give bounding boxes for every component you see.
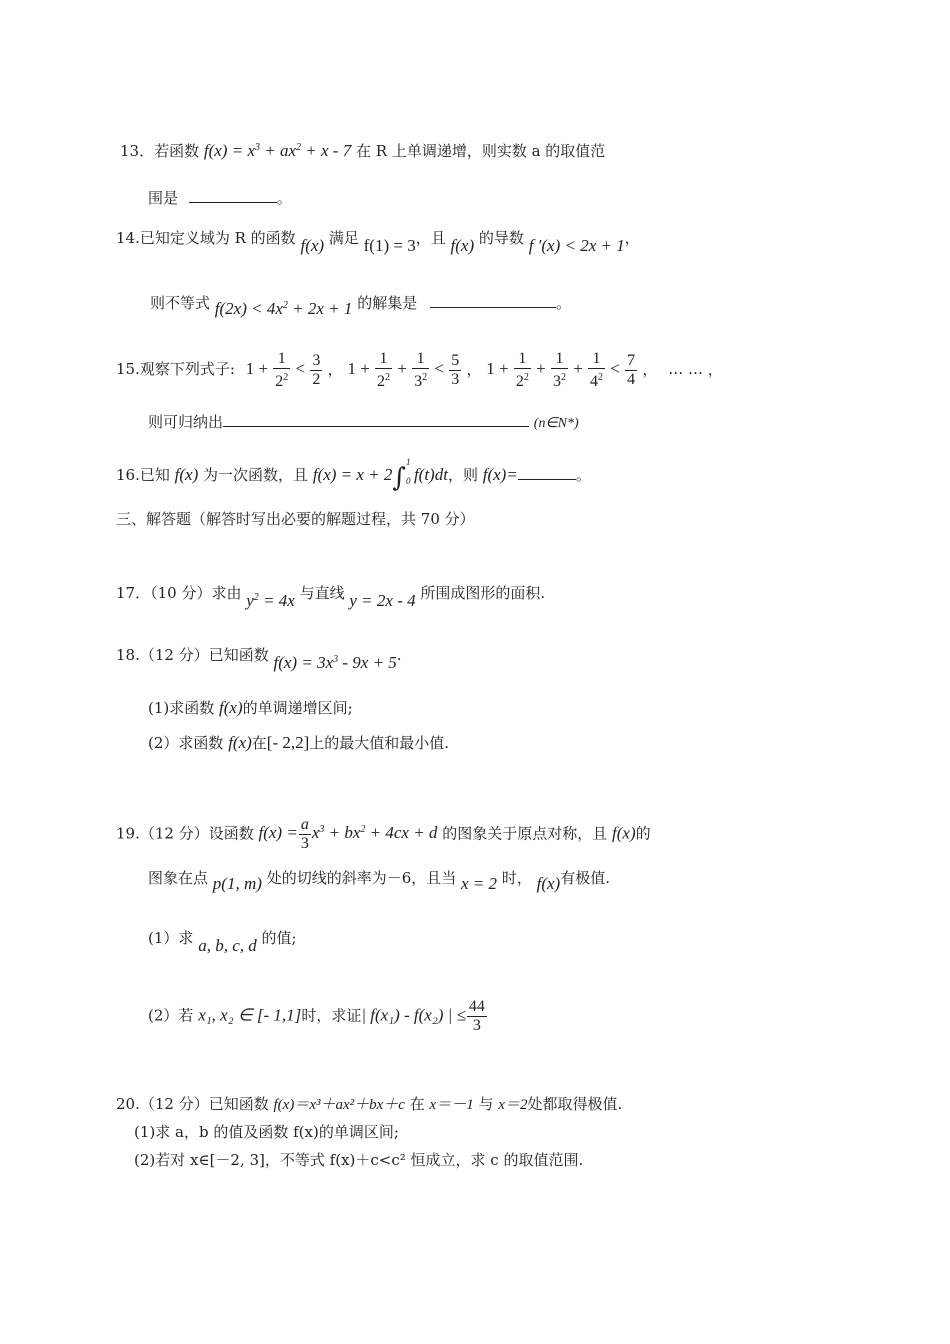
question-20: 20.（12 分）已知函数 f(x)＝x³＋ax²＋bx＋c 在 x＝－1 与 x＝2处都取得极值.: [116, 1095, 623, 1113]
q16-answer-blank[interactable]: [518, 465, 576, 480]
q20-part-2: (2)若对 x∈[－2, 3]，不等式 f(x)＋c<c² 恒成立，求 c 的取值范围.: [134, 1151, 584, 1169]
q16-fx2: f(x)=: [482, 465, 518, 484]
question-14: 14.已知定义域为 R 的函数 f(x) 满足 f(1) = 3，且 f(x) 的导数 f ′(x) < 2x + 1，: [116, 229, 640, 255]
q15-dots: … …: [668, 360, 703, 379]
q14-number: 14.已知定义域为 R 的函数: [116, 229, 296, 247]
q19-function: f(x) = $\frac{a}{3}$ $x^3 + bx^2 + 4cx + d$: [258, 816, 438, 852]
q16-number: 16.已知: [116, 466, 170, 484]
q18-part-2: (2）求函数 f(x)在[- 2,2]上的最大值和最小值.: [148, 733, 450, 752]
q13-text: 在 R 上单调递增，则实数 a 的取值范: [355, 142, 606, 160]
integral-sign-icon: ∫: [392, 463, 406, 493]
q19-part-2: (2）若 x₁, x₂ ∈ [- 1,1]时，求证| f(x₁) - f(x₂) | ≤ $\frac{44}{3}$: [148, 998, 485, 1034]
q15-expr-1: 1 + $\frac{1}{2^2}$ < $\frac{3}{2}$: [245, 350, 321, 390]
q20-part-1: (1)求 a，b 的值及函数 f(x)的单调区间;: [134, 1123, 399, 1141]
question-19: 19.（12 分）设函数 f(x) = $\frac{a}{3}$ $x^3 + bx^2 + 4cx + d$ 的图象关于原点对称，且 f(x)的: [116, 816, 651, 852]
q15-number: 15.观察下列式子:: [116, 360, 235, 379]
q14-f1: f(1) = 3: [363, 236, 416, 255]
q13-answer-blank[interactable]: [189, 188, 277, 203]
q15-expr-2: 1 + $\frac{1}{2^2}$ + $\frac{1}{3^2}$ < $\frac{5}{3}$: [347, 350, 460, 390]
q15-answer-blank[interactable]: [223, 412, 529, 427]
q14-fx2: f(x): [450, 236, 475, 255]
q14-fx: f(x): [300, 236, 325, 255]
q19-vars: a, b, c, d: [198, 936, 257, 955]
section-3-heading: 三、解答题（解答时写出必要的解题过程，共 70 分）: [116, 510, 475, 528]
q18-function: $f(x) = 3x^3 - 9x + 5$: [273, 653, 397, 672]
q19-inequality: | f(x₁) - f(x₂) | ≤: [361, 1005, 466, 1025]
q14-line2: 则不等式 $f(2x) < 4x^2 + 2x + 1$ 的解集是 。: [150, 294, 571, 318]
q19-part-1: (1）求 a, b, c, d 的值;: [148, 929, 297, 955]
q13-label: 围是: [148, 189, 179, 207]
q16-equation: f(x) = x + 2∫ 1 0 f(t)dt: [312, 457, 448, 493]
q17-parabola: $y^2 = 4x$: [246, 591, 295, 610]
question-18: 18.（12 分）已知函数 $f(x) = 3x^3 - 9x + 5$.: [116, 646, 402, 672]
q13-number: 13．若函数: [120, 142, 200, 160]
q20-function: f(x)＝x³＋ax²＋bx＋c: [273, 1097, 405, 1113]
q16-fx: f(x): [174, 465, 199, 484]
q15-condition: (n∈N*): [533, 416, 579, 431]
q19-line2: 图象在点 p(1, m) 处的切线的斜率为－6，且当 x = 2 时， f(x)有极值.: [148, 869, 610, 893]
question-17: 17．（10 分）求由 $y^2 = 4x$ 与直线 y = 2x - 4 所围成图形的面积.: [116, 584, 546, 610]
q14-inequality: $f(2x) < 4x^2 + 2x + 1$: [214, 299, 353, 318]
q19-point: p(1, m): [212, 874, 262, 893]
q13-answer-line: 围是 。: [148, 189, 292, 207]
q17-line: y = 2x - 4: [349, 591, 416, 610]
question-13: [120, 138, 605, 161]
q13-formula: $f(x) = x^3 + ax^2 + x - 7$: [203, 141, 352, 160]
q14-derivative: f ′(x) < 2x + 1: [528, 236, 625, 255]
question-16: 16.已知 f(x) 为一次函数，且 f(x) = x + 2∫ 1 0 f(t)dt，则 f(x)= 。: [116, 457, 591, 493]
q14-answer-blank[interactable]: [430, 293, 556, 308]
question-15: 15.观察下列式子: 1 + $\frac{1}{2^2}$ < $\frac{3}{2}$ ， 1 + $\frac{1}{2^2}$ + $\frac{1}{3^2}$ < $\frac{5}{3}$ ， 1 + $\frac{1}{2^2}$ + $\frac{1}{3^2}$ + $\frac{1}{4^2}$ < $\frac{7}{4}$ ， … … ，: [116, 350, 723, 390]
q15-expr-3: 1 + $\frac{1}{2^2}$ + $\frac{1}{3^2}$ + $\frac{1}{4^2}$ < $\frac{7}{4}$: [486, 350, 636, 390]
q15-line2: 则可归纳出 (n∈N*): [148, 413, 579, 431]
q18-part-1: (1)求函数 f(x)的单调递增区间;: [148, 698, 353, 717]
